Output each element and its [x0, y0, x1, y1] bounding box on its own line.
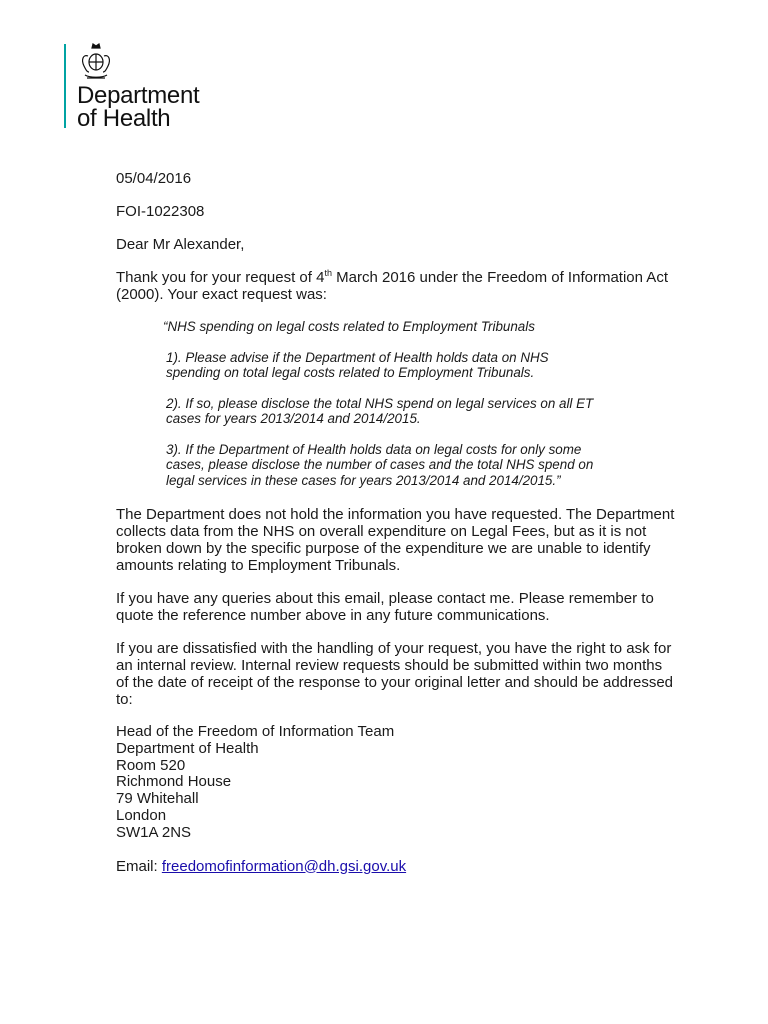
- queries-paragraph: If you have any queries about this email, please contact me. Please remember to quote the reference number above in any future communications.: [116, 590, 654, 624]
- letter-body: [116, 170, 676, 891]
- address-line: Head of the Freedom of Information Team: [116, 723, 395, 740]
- royal-crest-icon: [78, 42, 114, 82]
- postal-address: [116, 724, 676, 842]
- review-paragraph: If you are dissatisfied with the handling of your request, you have the right to ask for an internal review. Internal review requests should be submitted within two months of the date of receipt of the response to your original letter and should be addressed to:: [116, 640, 674, 708]
- department-of-health-logo: [64, 42, 224, 132]
- logo-line-2: of Health: [77, 105, 171, 132]
- intro-superscript: th: [324, 268, 332, 278]
- response-paragraph: The Department does not hold the information you have requested. The Department collects data from the NHS on overall expenditure on Legal Fees, but as it is not broken down by the specific purpose of the expenditure we are unable to identify amounts relating to Employment Tribunals.: [116, 506, 675, 574]
- address-line: Department of Health: [116, 739, 259, 757]
- address-line: London: [116, 806, 167, 824]
- address-line: Richmond House: [116, 773, 232, 791]
- quote-item-2: 2). If so, please disclose the total NHS spend on legal services on all ET cases for years 2013/2014 and 2014/2015.: [166, 395, 594, 426]
- address-line: Room 520: [116, 756, 186, 774]
- salutation: Dear Mr Alexander,: [116, 236, 245, 253]
- email-line: [116, 858, 676, 875]
- logo-line-1: Department: [77, 82, 200, 109]
- email-label: Email:: [116, 857, 162, 875]
- logo-wordmark: [77, 84, 199, 130]
- address-line: 79 Whitehall: [116, 790, 199, 808]
- intro-text-2: March 2016 under the Freedom of Information Act (2000). Your exact request was:: [116, 269, 668, 303]
- foi-reference: FOI-1022308: [116, 203, 205, 220]
- email-link[interactable]: freedomofinformation@dh.gsi.gov.uk: [161, 857, 407, 875]
- quoted-request: [163, 319, 603, 488]
- letter-date: 05/04/2016: [116, 170, 192, 187]
- intro-paragraph: [116, 269, 676, 303]
- address-line: SW1A 2NS: [116, 823, 192, 841]
- quote-item-1: 1). Please advise if the Department of Health holds data on NHS spending on total legal costs related to Employment Tribunals.: [166, 349, 549, 380]
- quote-title: “NHS spending on legal costs related to Employment Tribunals: [163, 319, 535, 334]
- intro-text-1: Thank you for your request of 4: [116, 269, 325, 286]
- logo-rule: [64, 44, 66, 128]
- quote-item-3: 3). If the Department of Health holds data on legal costs for only some cases, please disclose the number of cases and the total NHS spend on legal services in these cases for years 2013/2014 and 2014/2015.”: [166, 441, 594, 488]
